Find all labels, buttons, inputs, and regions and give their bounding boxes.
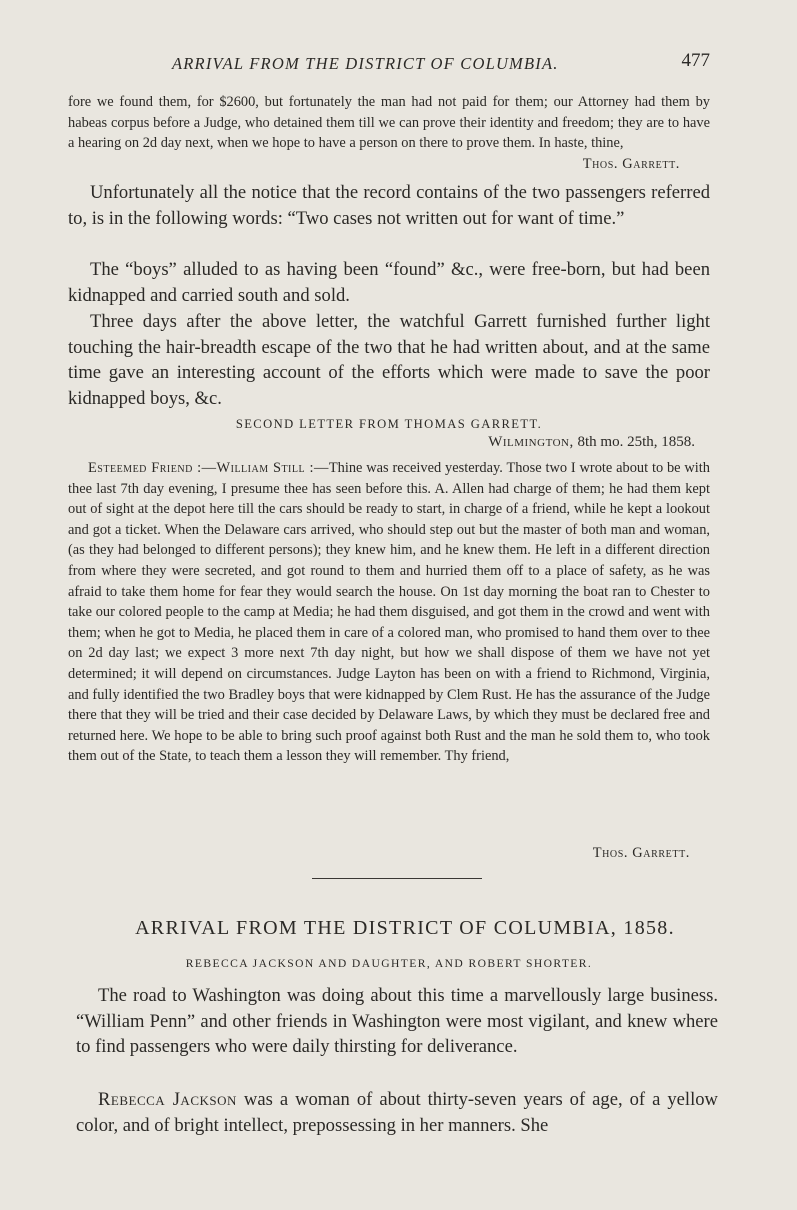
dateline-date: 8th mo. 25th, 1858. (573, 434, 695, 450)
letter-signature: Thos. Garrett. (582, 155, 680, 172)
second-letter-signature: Thos. Garrett. (592, 845, 690, 861)
paragraph-washington-road: The road to Washington was doing about this time a marvellously large business. “William Penn” and other friends in Washington were most vigilant, and knew where to find passengers who were daily thirsting for deliverance. (76, 985, 718, 1058)
person-name: Rebecca Jackson (98, 1089, 237, 1110)
paragraph-rebecca-text: was a woman of about thirty-seven years of age, of a yellow color, and of bright intellect, prepossessing in her manners. She (76, 1089, 718, 1136)
second-letter-dateline (488, 434, 695, 451)
section-subtitle: REBECCA JACKSON AND DAUGHTER, AND ROBERT SHORTER. (185, 957, 593, 970)
letter-body-text: Thine was received yesterday. Those two I wrote about to be with thee last 7th day evening, I presume thee has seen before this. A. Allen had charge of them; he had them kept out of sight at the depot here till the cars should be ready to start, in charge of a friend, while he kept a lookout and got a ticket. When the Delaware cars arrived, who should step out but the master of both man and woman, (as they had belonged to different persons); they knew him, and he knew them. He left in a different direction from where they were secreted, and got round to them and hurried them off to a place of safety, as he was afraid to take them home for fear they would search the house. On 1st day morning the boat ran to Chester to take our colored people to the camp at Media; he had them disguised, and got them in the crowd and went with them; when he got to Media, he placed them in care of a colored man, who promised to hand them over to thee on 2d day last; we expect 3 more next 7th day night, but how we shall dispose of them we have not yet determined; it will depend on circumstances. Judge Layton has been on with a friend to Richmond, Virginia, and fully identified the two Bradley boys that were kidnapped by Clem Rust. He has the assurance of the Judge there that they will be tried and their case decided by Delaware Laws, by which they must be declared free and returned here. We hope to be able to bring such proof against both Rust and the man he sold them to, who took them out of the State, to teach them a lesson they will remember. Thy friend, (68, 460, 710, 765)
paragraph-rebecca-jackson (76, 1087, 718, 1138)
second-letter-body (68, 458, 710, 767)
paragraph-three-days: Three days after the above letter, the watchful Garrett furnished further light touching the hair-breadth escape of the two that he had written about, and at the same time gave an interesting account of the efforts which were made to save the poor kidnapped boys, &c. (68, 311, 710, 409)
letter-salutation: Esteemed Friend :—William Still :— (88, 460, 329, 476)
paragraph-record-notice: Unfortunately all the notice that the record contains of the two passengers referred to, is in the following words: “Two cases not written out for want of time.” (68, 182, 710, 229)
paragraph-boys: The “boys” alluded to as having been “found” &c., were free-born, but had been kidnapped and carried south and sold. (68, 259, 710, 306)
section-divider (312, 878, 482, 879)
letter-continuation (68, 92, 710, 174)
second-letter-heading: SECOND LETTER FROM THOMAS GARRETT. (235, 417, 543, 431)
running-title: ARRIVAL FROM THE DISTRICT OF COLUMBIA. (172, 54, 559, 73)
page-number: 477 (681, 50, 710, 71)
section-title: ARRIVAL FROM THE DISTRICT OF COLUMBIA, 1858. (135, 917, 675, 939)
dateline-place: Wilmington, (488, 434, 574, 450)
letter-continuation-text: fore we found them, for $2600, but fortunately the man had not paid for them; our Attorney had them by habeas corpus before a Judge, who detained them till we can prove their identity and freedom; they are to have a hearing on 2d day next, when we hope to have a person on there to prove them. In haste, thine, (68, 94, 710, 152)
running-head (160, 48, 710, 74)
